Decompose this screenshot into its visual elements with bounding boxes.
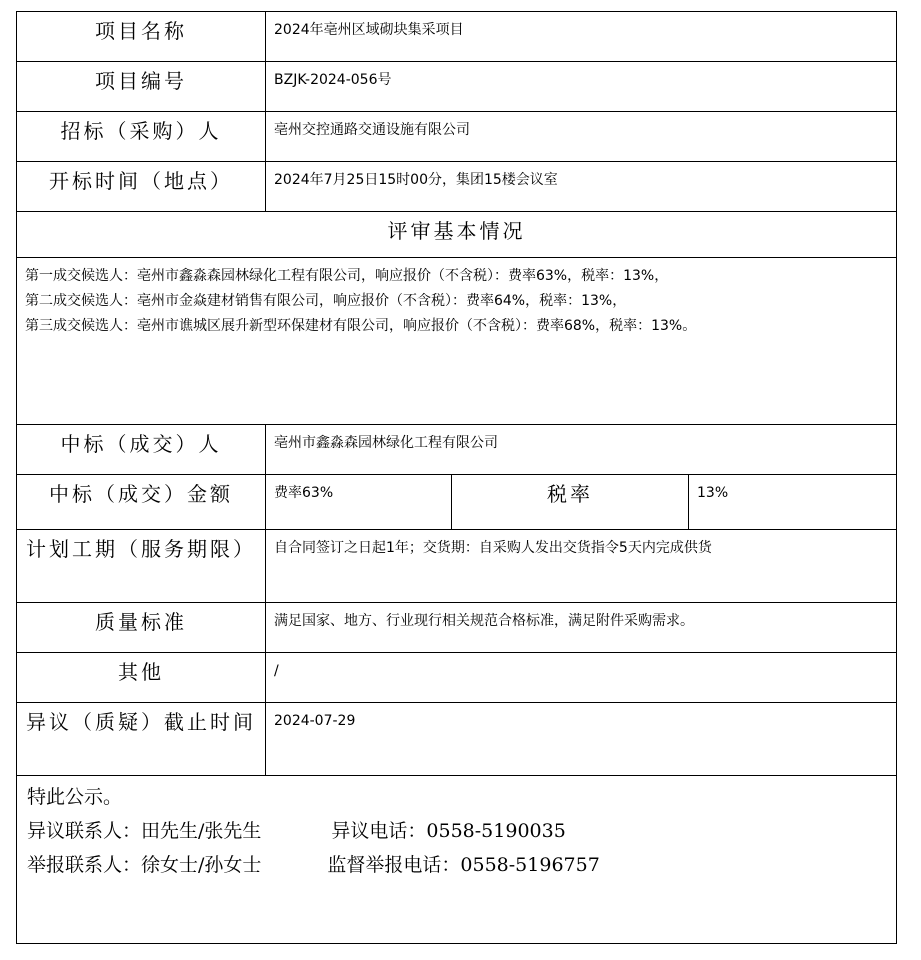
amount-label: 中标（成交）金额 xyxy=(17,475,266,530)
quality-label: 质量标准 xyxy=(17,603,266,653)
tax-value: 13% xyxy=(689,475,897,530)
evaluation-title: 评审基本情况 xyxy=(17,212,897,258)
amount-value: 费率63% xyxy=(266,475,452,530)
objection-value: 2024-07-29 xyxy=(266,703,897,776)
evaluation-candidates xyxy=(17,258,897,425)
row-objection xyxy=(17,703,897,776)
row-project-name xyxy=(17,12,897,62)
objection-phone: 异议电话：0558-5190035 xyxy=(331,820,566,842)
project-name-label: 项目名称 xyxy=(17,12,266,62)
row-winner xyxy=(17,425,897,475)
project-no-value: BZJK-2024-056号 xyxy=(266,62,897,112)
quality-value: 满足国家、地方、行业现行相关规范合格标准，满足附件采购需求。 xyxy=(266,603,897,653)
notice-block xyxy=(17,776,897,944)
announcement-table xyxy=(16,11,897,944)
report-contact: 举报联系人：徐女士/孙女士 xyxy=(27,854,262,876)
project-name-value: 2024年亳州区域砌块集采项目 xyxy=(266,12,897,62)
opening-label: 开标时间（地点） xyxy=(17,162,266,212)
objection-contact-line xyxy=(27,814,886,848)
winner-label: 中标（成交）人 xyxy=(17,425,266,475)
other-value: / xyxy=(266,653,897,703)
report-contact-line xyxy=(27,848,886,882)
report-phone: 监督举报电话：0558-5196757 xyxy=(327,854,600,876)
period-value: 自合同签订之日起1年；交货期：自采购人发出交货指令5天内完成供货 xyxy=(266,530,897,603)
row-evaluation-title xyxy=(17,212,897,258)
candidate-2: 第二成交候选人：亳州市金焱建材销售有限公司，响应报价（不含税）：费率64%，税率：13%， xyxy=(25,293,627,309)
row-notice xyxy=(17,776,897,944)
row-other xyxy=(17,653,897,703)
objection-label: 异议（质疑）截止时间 xyxy=(17,703,266,776)
row-evaluation-body xyxy=(17,258,897,425)
notice-title: 特此公示。 xyxy=(27,786,123,808)
row-quality xyxy=(17,603,897,653)
candidate-3: 第三成交候选人：亳州市谯城区展升新型环保建材有限公司，响应报价（不含税）：费率68%，税率：13%。 xyxy=(25,318,697,334)
tax-label: 税率 xyxy=(452,475,689,530)
winner-value: 亳州市鑫淼森园林绿化工程有限公司 xyxy=(266,425,897,475)
row-amount xyxy=(17,475,897,530)
row-period xyxy=(17,530,897,603)
opening-value: 2024年7月25日15时00分，集团15楼会议室 xyxy=(266,162,897,212)
purchaser-value: 亳州交控通路交通设施有限公司 xyxy=(266,112,897,162)
purchaser-label: 招标（采购）人 xyxy=(17,112,266,162)
objection-contact: 异议联系人：田先生/张先生 xyxy=(27,820,262,842)
row-opening xyxy=(17,162,897,212)
other-label: 其他 xyxy=(17,653,266,703)
project-no-label: 项目编号 xyxy=(17,62,266,112)
candidate-1: 第一成交候选人：亳州市鑫淼森园林绿化工程有限公司，响应报价（不含税）：费率63%，税率：13%， xyxy=(25,268,669,284)
row-project-no xyxy=(17,62,897,112)
period-label: 计划工期（服务期限） xyxy=(17,530,266,603)
row-purchaser xyxy=(17,112,897,162)
